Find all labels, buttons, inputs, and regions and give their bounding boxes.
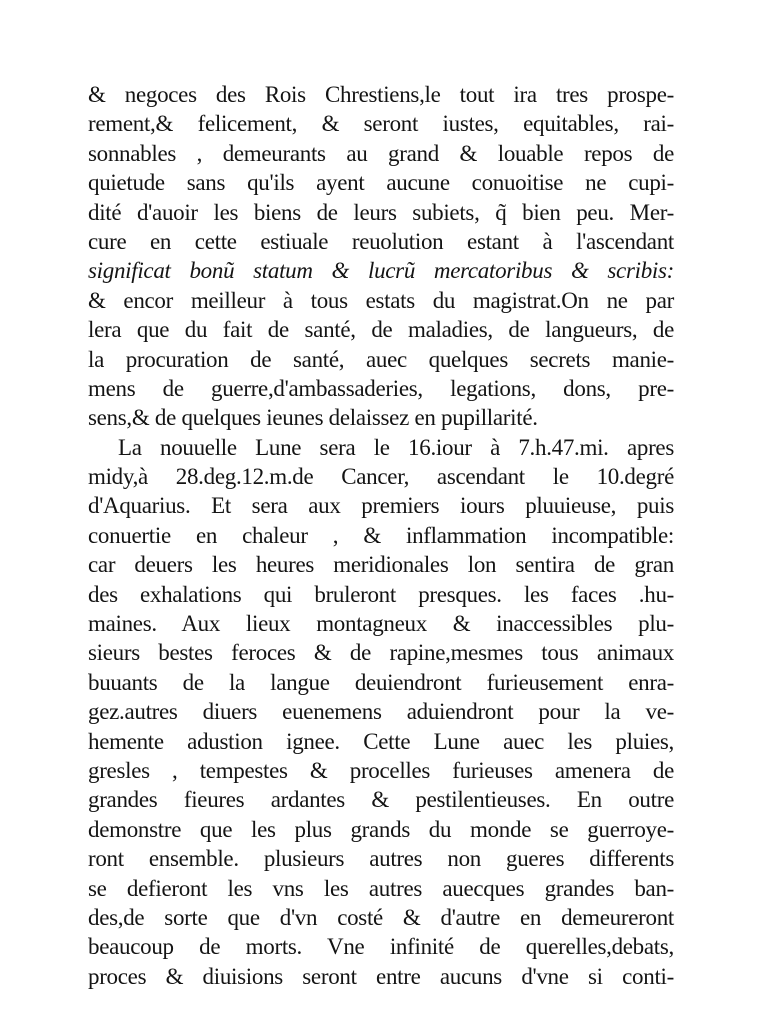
text-line: sieurs bestes feroces & de rapine,mesmes tous animaux bbox=[88, 640, 674, 666]
text-line: hemente adustion ignee. Cette Lune auec les pluies, bbox=[88, 728, 674, 754]
text-line: quietude sans qu'ils ayent aucune conuoitise ne cupi- bbox=[88, 170, 674, 196]
document-page bbox=[88, 80, 674, 991]
text-line: car deuers les heures meridionales lon sentira de gran bbox=[88, 552, 674, 578]
paragraph-1 bbox=[88, 80, 674, 433]
text-line: demonstre que les plus grands du monde se guerroye- bbox=[88, 816, 674, 842]
text-line: gresles , tempestes & procelles furieuses amenera de bbox=[88, 757, 674, 783]
text-line: sens,& de quelques ieunes delaissez en pupillarité. bbox=[88, 405, 538, 431]
text-line: buuants de la langue deuiendront furieusement enra- bbox=[88, 669, 674, 695]
text-line: des,de sorte que d'vn costé & d'autre en demeureront bbox=[88, 904, 674, 930]
text-line: proces & diuisions seront entre aucuns d'vne si conti- bbox=[88, 963, 674, 989]
text-line: dité d'auoir les biens de leurs subiets, q̃ bien peu. Mer- bbox=[88, 199, 674, 225]
text-line: & encor meilleur à tous estats du magistrat.On ne par bbox=[88, 287, 674, 313]
text-line: cure en cette estiuale reuolution estant à l'ascendant bbox=[88, 228, 674, 254]
text-line: midy,à 28.deg.12.m.de Cancer, ascendant le 10.degré bbox=[88, 464, 674, 490]
text-line: beaucoup de morts. Vne infinité de querelles,debats, bbox=[88, 934, 674, 960]
text-line: La nouuelle Lune sera le 16.iour à 7.h.47.mi. apres bbox=[118, 434, 674, 460]
text-line: rement,& felicement, & seront iustes, equitables, rai- bbox=[88, 111, 674, 137]
text-line: se defieront les vns les autres auecques grandes ban- bbox=[88, 875, 674, 901]
text-line: sonnables , demeurants au grand & louable repos de bbox=[88, 140, 674, 166]
text-line: des exhalations qui bruleront presques. les faces .hu- bbox=[88, 581, 674, 607]
text-line: grandes fieures ardantes & pestilentieuses. En outre bbox=[88, 787, 674, 813]
text-line: mens de guerre,d'ambassaderies, legations, dons, pre- bbox=[88, 375, 674, 401]
text-line: maines. Aux lieux montagneux & inaccessibles plu- bbox=[88, 611, 674, 637]
text-line: ront ensemble. plusieurs autres non gueres differents bbox=[88, 846, 674, 872]
text-line: la procuration de santé, auec quelques secrets manie- bbox=[88, 346, 674, 372]
text-line: lera que du fait de santé, de maladies, de langueurs, de bbox=[88, 317, 674, 343]
text-line: d'Aquarius. Et sera aux premiers iours pluuieuse, puis bbox=[88, 493, 674, 519]
latin-italic-line: significat bonũ statum & lucrũ mercatoribus & scribis: bbox=[88, 258, 674, 284]
text-line: & negoces des Rois Chrestiens,le tout ira tres prospe- bbox=[88, 82, 674, 107]
paragraph-2 bbox=[88, 433, 674, 991]
text-line: conuertie en chaleur , & inflammation incompatible: bbox=[88, 522, 674, 548]
text-line: gez.autres diuers euenemens aduiendront pour la ve- bbox=[88, 699, 674, 725]
